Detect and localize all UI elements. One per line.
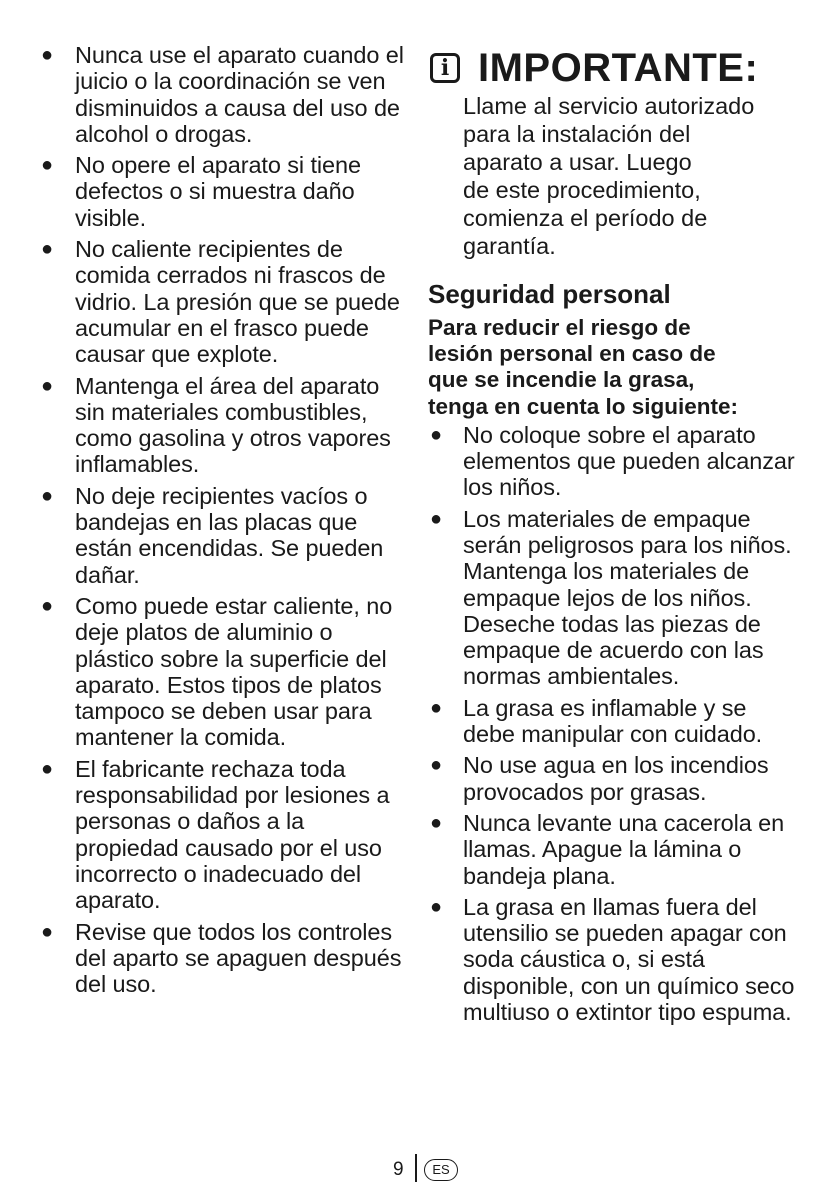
bullet-icon: ● [41,44,53,66]
list-item [428,810,798,889]
important-line: aparato a usar. Luego [463,149,692,175]
page-footer [0,1158,838,1184]
intro-line: Para reducir el riesgo de [428,315,691,340]
list-item [428,894,798,1025]
bullet-icon: ● [430,811,442,834]
important-line: para la instalación del [463,121,691,147]
important-heading [428,44,798,92]
bullet-icon: ● [430,895,442,918]
intro-line: lesión personal en caso de [428,341,716,367]
list-item-text: No opere el aparato si tiene defectos o si muestra daño visible. [75,152,361,231]
bullet-icon: ● [41,920,53,943]
list-item [38,42,406,147]
bullet-icon: ● [41,594,53,617]
safety-list-left [38,42,406,997]
intro-line: tenga en cuenta lo siguiente: [428,393,739,419]
bullet-icon: ● [430,507,442,530]
bullet-icon: ● [430,696,442,719]
bullet-icon: ● [430,423,442,446]
list-item [428,695,798,748]
right-column [428,44,798,1030]
list-item-text: La grasa es inflamable y se debe manipular con cuidado. [463,694,763,748]
list-item-text: La grasa en llamas fuera del utensilio se pueden apagar con soda cáustica o, si está disponible, con un químico seco multiuso o extintor tipo espuma. [463,893,795,1026]
list-item-text: No caliente recipientes de comida cerrados ni frascos de vidrio. La presión que se puede acumular en el frasco puede causar que explote. [75,236,400,368]
section-intro [428,315,798,420]
list-item-text: Mantenga el área del aparato sin materiales combustibles, como gasolina y otros vapores inflamables. [75,372,391,478]
list-item [38,756,406,914]
bullet-icon: ● [41,154,53,177]
list-item-text: Nunca use el aparato cuando el juicio o la coordinación se ven disminuidos a causa del uso de alcohol o drogas. [75,42,404,147]
left-column [38,42,406,1002]
list-item-text: El fabricante rechaza toda responsabilidad por lesiones a personas o daños a la propiedad causado por el uso incorrecto o inadecuado del aparato. [75,755,390,914]
footer-divider [415,1154,417,1182]
bullet-icon: ● [41,484,53,507]
list-item-text: No use agua en los incendios provocados por grasas. [463,752,769,805]
important-title: IMPORTANTE: [478,45,759,90]
page-number: 9 [393,1159,404,1180]
list-item-text: No coloque sobre el aparato elementos que pueden alcanzar los niños. [463,421,795,501]
info-icon: i [430,53,460,83]
section-title: Seguridad personal [428,279,671,309]
bullet-icon: ● [430,754,442,777]
list-item [38,919,406,998]
bullet-icon: ● [41,757,53,780]
list-item-text: Revise que todos los controles del aparto se apaguen después del uso. [75,918,402,998]
list-item [38,593,406,751]
bullet-icon: ● [41,374,53,397]
important-line: de este procedimiento, [463,177,701,203]
list-item [428,422,798,501]
important-line: Llame al servicio autorizado [463,93,755,119]
list-item-text: Los materiales de empaque serán peligrosos para los niños. Mantenga los materiales de empaque lejos de los niños. Deseche todas las piezas de empaque de acuerdo con las normas ambientales. [463,505,792,690]
list-item [38,236,406,367]
important-line: comienza el período de [463,205,708,231]
important-line: garantía. [463,233,556,259]
list-item [38,152,406,231]
language-badge: ES [424,1159,458,1181]
bullet-icon: ● [41,238,53,261]
intro-line: que se incendie la grasa, [428,367,695,393]
list-item-text: No deje recipientes vacíos o bandejas en las placas que están encendidas. Se pueden dañar. [75,482,384,588]
list-item [428,752,798,805]
list-item [38,373,406,478]
list-item-text: Nunca levante una cacerola en llamas. Apague la lámina o bandeja plana. [463,809,785,889]
list-item-text: Como puede estar caliente, no deje platos de aluminio o plástico sobre la superficie del aparato. Estos tipos de platos tampoco se deben usar para mantener la comida. [75,592,393,751]
list-item [428,506,798,690]
safety-list-right [428,422,798,1026]
list-item [38,483,406,588]
important-note [428,92,798,260]
